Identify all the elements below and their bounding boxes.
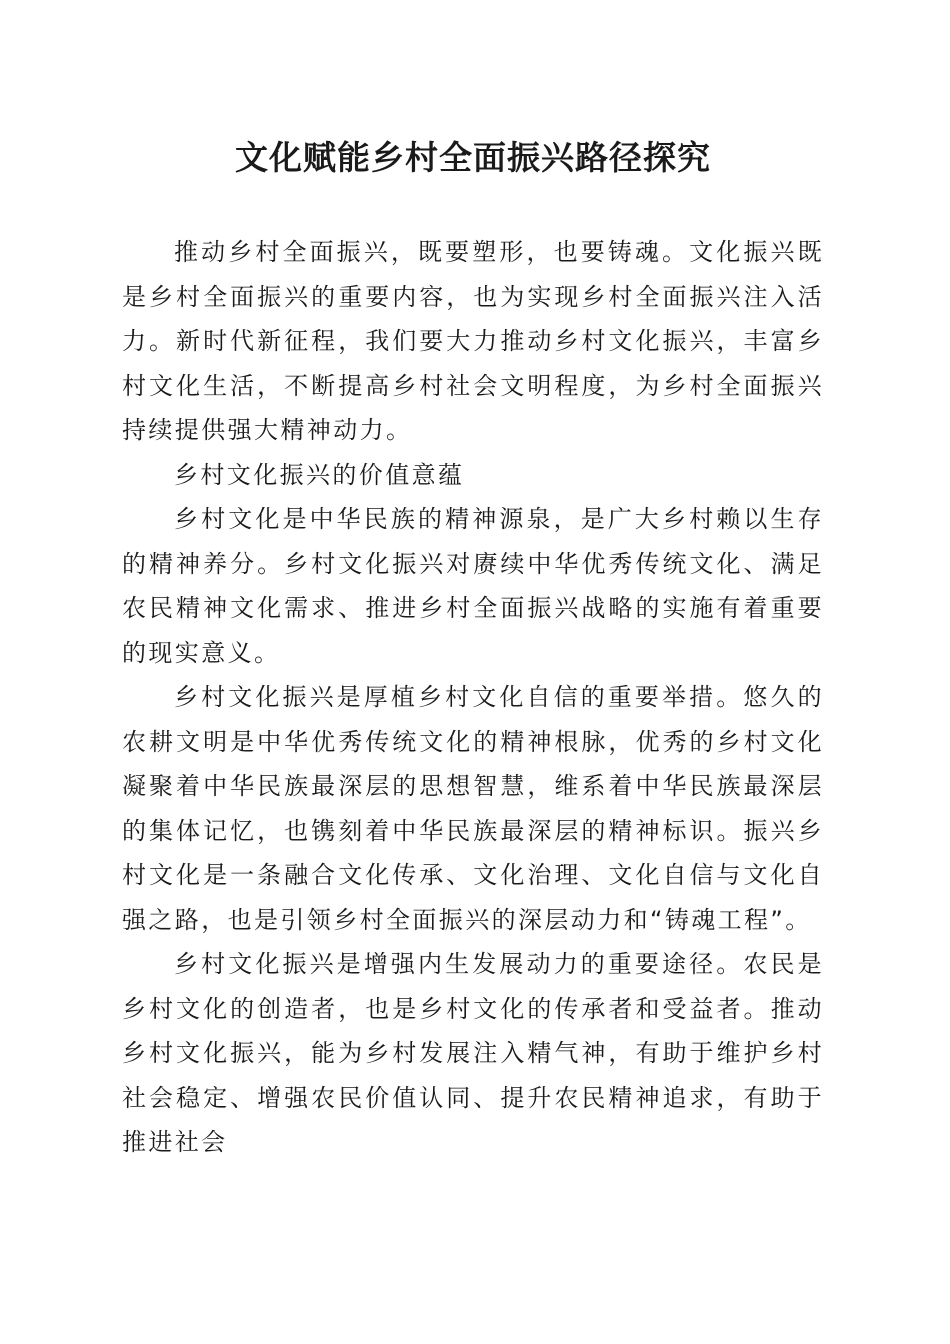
body-paragraph: 乡村文化振兴是厚植乡村文化自信的重要举措。悠久的农耕文明是中华优秀传统文化的精神根脉，优秀的乡村文化凝聚着中华民族最深层的思想智慧，维系着中华民族最深层的集体记忆，也镌刻着中华民族最深层的精神标识。振兴乡村文化是一条融合文化传承、文化治理、文化自信与文化自强之路，也是引领乡村全面振兴的深层动力和“铸魂工程”。 — [122, 683, 824, 934]
document-body — [122, 230, 824, 1165]
intro-paragraph: 推动乡村全面振兴，既要塑形，也要铸魂。文化振兴既是乡村全面振兴的重要内容，也为实现乡村全面振兴注入活力。新时代新征程，我们要大力推动乡村文化振兴，丰富乡村文化生活，不断提高乡村社会文明程度，为乡村全面振兴持续提供强大精神动力。 — [122, 238, 824, 444]
document-title: 文化赋能乡村全面振兴路径探究 — [235, 138, 711, 177]
body-paragraph: 乡村文化振兴是增强内生发展动力的重要途径。农民是乡村文化的创造者，也是乡村文化的传承者和受益者。推动乡村文化振兴，能为乡村发展注入精气神，有助于维护乡村社会稳定、增强农民价值认同、提升农民精神追求，有助于推进社会 — [122, 950, 824, 1156]
body-paragraph: 乡村文化是中华民族的精神源泉，是广大乡村赖以生存的精神养分。乡村文化振兴对赓续中华优秀传统文化、满足农民精神文化需求、推进乡村全面振兴战略的实施有着重要的现实意义。 — [122, 505, 824, 667]
section-heading: 乡村文化振兴的价值意蕴 — [174, 460, 465, 489]
